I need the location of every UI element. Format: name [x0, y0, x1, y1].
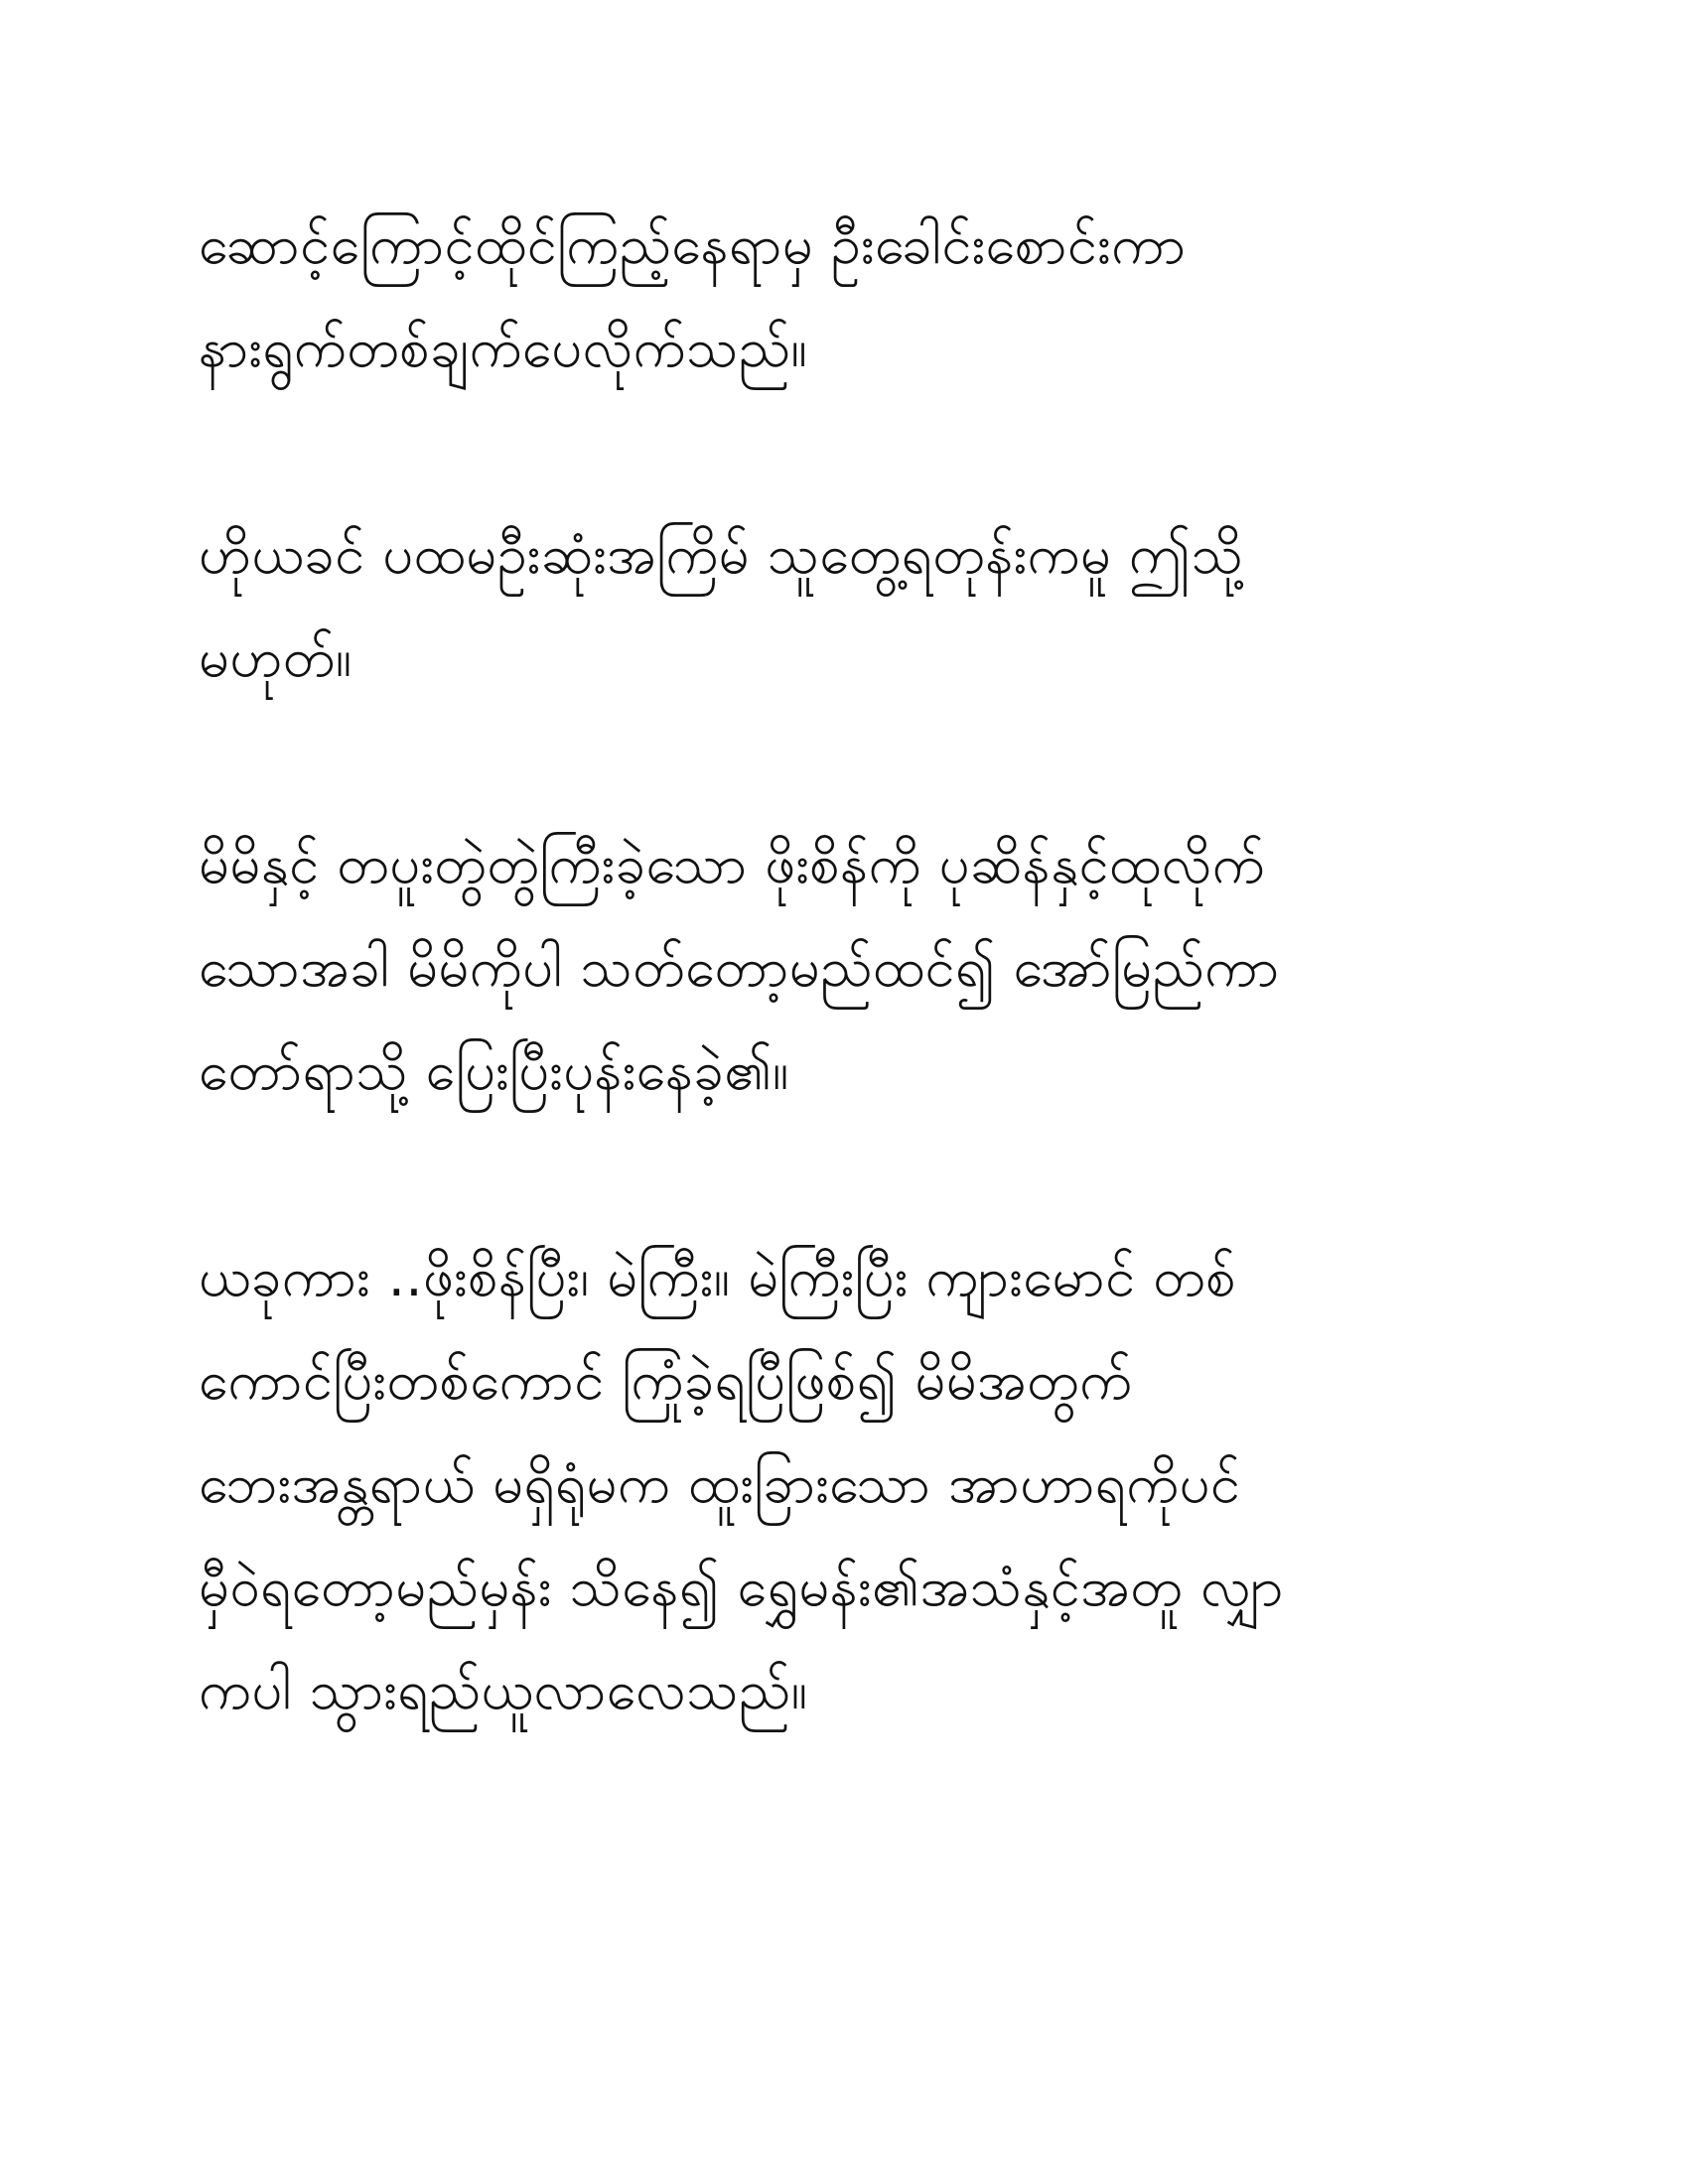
text-line: နားရွက်တစ်ချက်ပေလိုက်သည်။ — [199, 317, 808, 379]
text-line: ကပါ သွားရည်ယူလာလေသည်။ — [199, 1659, 808, 1721]
text-line: မဟုတ်။ — [199, 626, 352, 689]
text-line: တော်ရာသို့ ပြေးပြီးပုန်းနေခဲ့၏။ — [199, 1039, 789, 1102]
text-line: ဟိုယခင် ပထမဦးဆုံးအကြိမ် သူတွေ့ရတုန်းကမူ ဤသို့ — [199, 523, 1244, 586]
paragraph-2 — [199, 503, 1509, 710]
paragraph-1 — [199, 194, 1509, 400]
story-text — [199, 194, 1509, 1845]
text-line: ယခုကား ..ဖိုးစိန်ပြီး၊ မဲကြီး။ မဲကြီးပြီး ကျားမောင် တစ် — [199, 1246, 1237, 1308]
paragraph-3 — [199, 813, 1509, 1123]
text-line: မိမိနှင့် တပူးတွဲတွဲကြီးခဲ့သော ဖိုးစိန်ကို ပုဆိန်နှင့်ထုလိုက် — [199, 833, 1266, 895]
text-line: သောအခါ မိမိကိုပါ သတ်တော့မည်ထင်၍ အော်မြည်ကာ — [199, 936, 1280, 999]
paragraph-4 — [199, 1226, 1509, 1742]
text-line: ဘေးအန္တရာယ် မရှိရုံမက ထူးခြားသော အာဟာရကိုပင် — [199, 1452, 1241, 1515]
text-line: မှီဝဲရတော့မည်မှန်း သိနေ၍ ရွှေမန်း၏အသံနှင့်အတူ လျှာ — [199, 1556, 1284, 1618]
text-line: ကောင်ပြီးတစ်ကောင် ကြုံခဲ့ရပြီဖြစ်၍ မိမိအတွက် — [199, 1349, 1133, 1412]
text-line: ဆောင့်ကြောင့်ထိုင်ကြည့်နေရာမှ ဦးခေါင်းစောင်းကာ — [199, 213, 1187, 276]
